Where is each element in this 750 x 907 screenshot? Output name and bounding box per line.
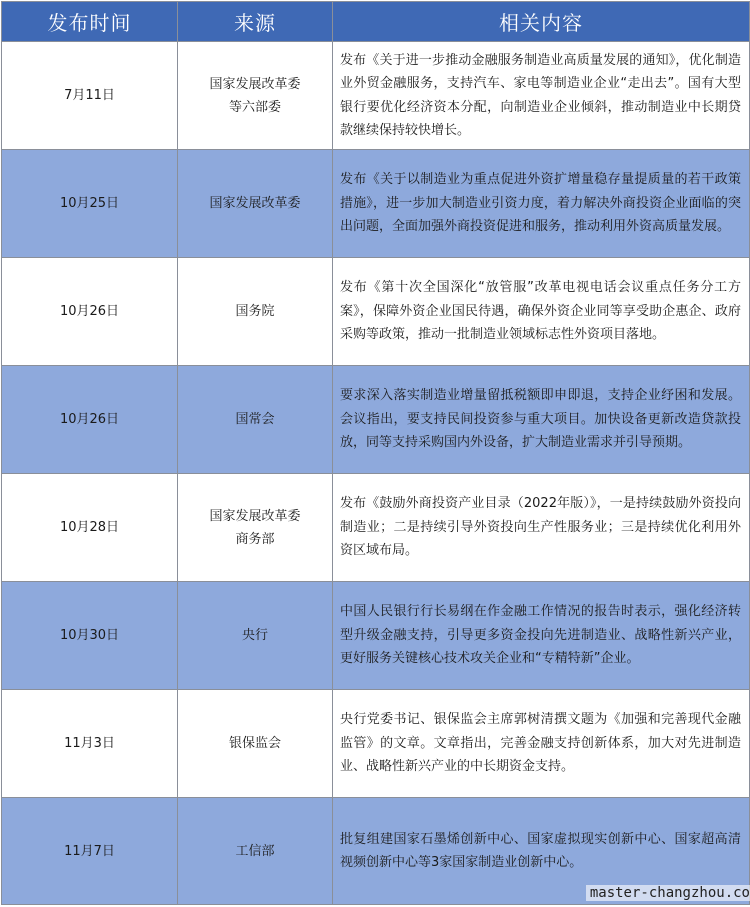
row-date: 10月28日: [2, 474, 178, 582]
policy-table: [1, 1, 750, 905]
table-header-row: [2, 2, 750, 42]
row-date: 10月26日: [2, 366, 178, 474]
row-content: 发布《鼓励外商投资产业目录（2022年版）》，一是持续鼓励外资投向制造业；二是持续引导外资投向生产性服务业；三是持续优化利用外资区域布局。: [333, 474, 750, 582]
header-date: 发布时间: [2, 2, 178, 42]
table-row: [2, 690, 750, 798]
table-row: [2, 258, 750, 366]
row-content: 发布《关于以制造业为重点促进外资扩增量稳存量提质量的若干政策措施》，进一步加大制造业引资力度，着力解决外商投资企业面临的突出问题，全面加强外商投资促进和服务，推动利用外资高质量发展。: [333, 150, 750, 258]
row-date: 10月25日: [2, 150, 178, 258]
row-source: 国务院: [178, 258, 333, 366]
table-row: [2, 150, 750, 258]
row-source: 国家发展改革委 等六部委: [178, 42, 333, 150]
header-source: 来源: [178, 2, 333, 42]
header-content: 相关内容: [333, 2, 750, 42]
row-content: 央行党委书记、银保监会主席郭树清撰文题为《加强和完善现代金融监管》的文章。文章指出，完善金融支持创新体系，加大对先进制造业、战略性新兴产业的中长期资金支持。: [333, 690, 750, 798]
row-content: 批复组建国家石墨烯创新中心、国家虚拟现实创新中心、国家超高清视频创新中心等3家国家制造业创新中心。: [333, 798, 750, 905]
row-source: 银保监会: [178, 690, 333, 798]
row-content: 发布《关于进一步推动金融服务制造业高质量发展的通知》，优化制造业外贸金融服务，支持汽车、家电等制造业企业“走出去”。国有大型银行要优化经济资本分配，向制造业企业倾斜，推动制造业中长期贷款继续保持较快增长。: [333, 42, 750, 150]
row-date: 7月11日: [2, 42, 178, 150]
row-source: 央行: [178, 582, 333, 690]
row-content: 中国人民银行行长易纲在作金融工作情况的报告时表示，强化经济转型升级金融支持，引导更多资金投向先进制造业、战略性新兴产业，更好服务关键核心技术攻关企业和“专精特新”企业。: [333, 582, 750, 690]
table-row: [2, 366, 750, 474]
row-source: 工信部: [178, 798, 333, 905]
watermark: master-changzhou.co: [586, 885, 750, 901]
row-date: 11月3日: [2, 690, 178, 798]
row-date: 11月7日: [2, 798, 178, 905]
row-content: 发布《第十次全国深化“放管服”改革电视电话会议重点任务分工方案》，保障外资企业国民待遇，确保外资企业同等享受助企惠企、政府采购等政策，推动一批制造业领域标志性外资项目落地。: [333, 258, 750, 366]
row-source: 国家发展改革委 商务部: [178, 474, 333, 582]
table-row: [2, 474, 750, 582]
table-row: [2, 582, 750, 690]
row-date: 10月30日: [2, 582, 178, 690]
row-source: 国家发展改革委: [178, 150, 333, 258]
row-date: 10月26日: [2, 258, 178, 366]
row-source: 国常会: [178, 366, 333, 474]
table-row: [2, 42, 750, 150]
row-content: 要求深入落实制造业增量留抵税额即申即退，支持企业纾困和发展。会议指出，要支持民间投资参与重大项目。加快设备更新改造贷款投放，同等支持采购国内外设备，扩大制造业需求并引导预期。: [333, 366, 750, 474]
